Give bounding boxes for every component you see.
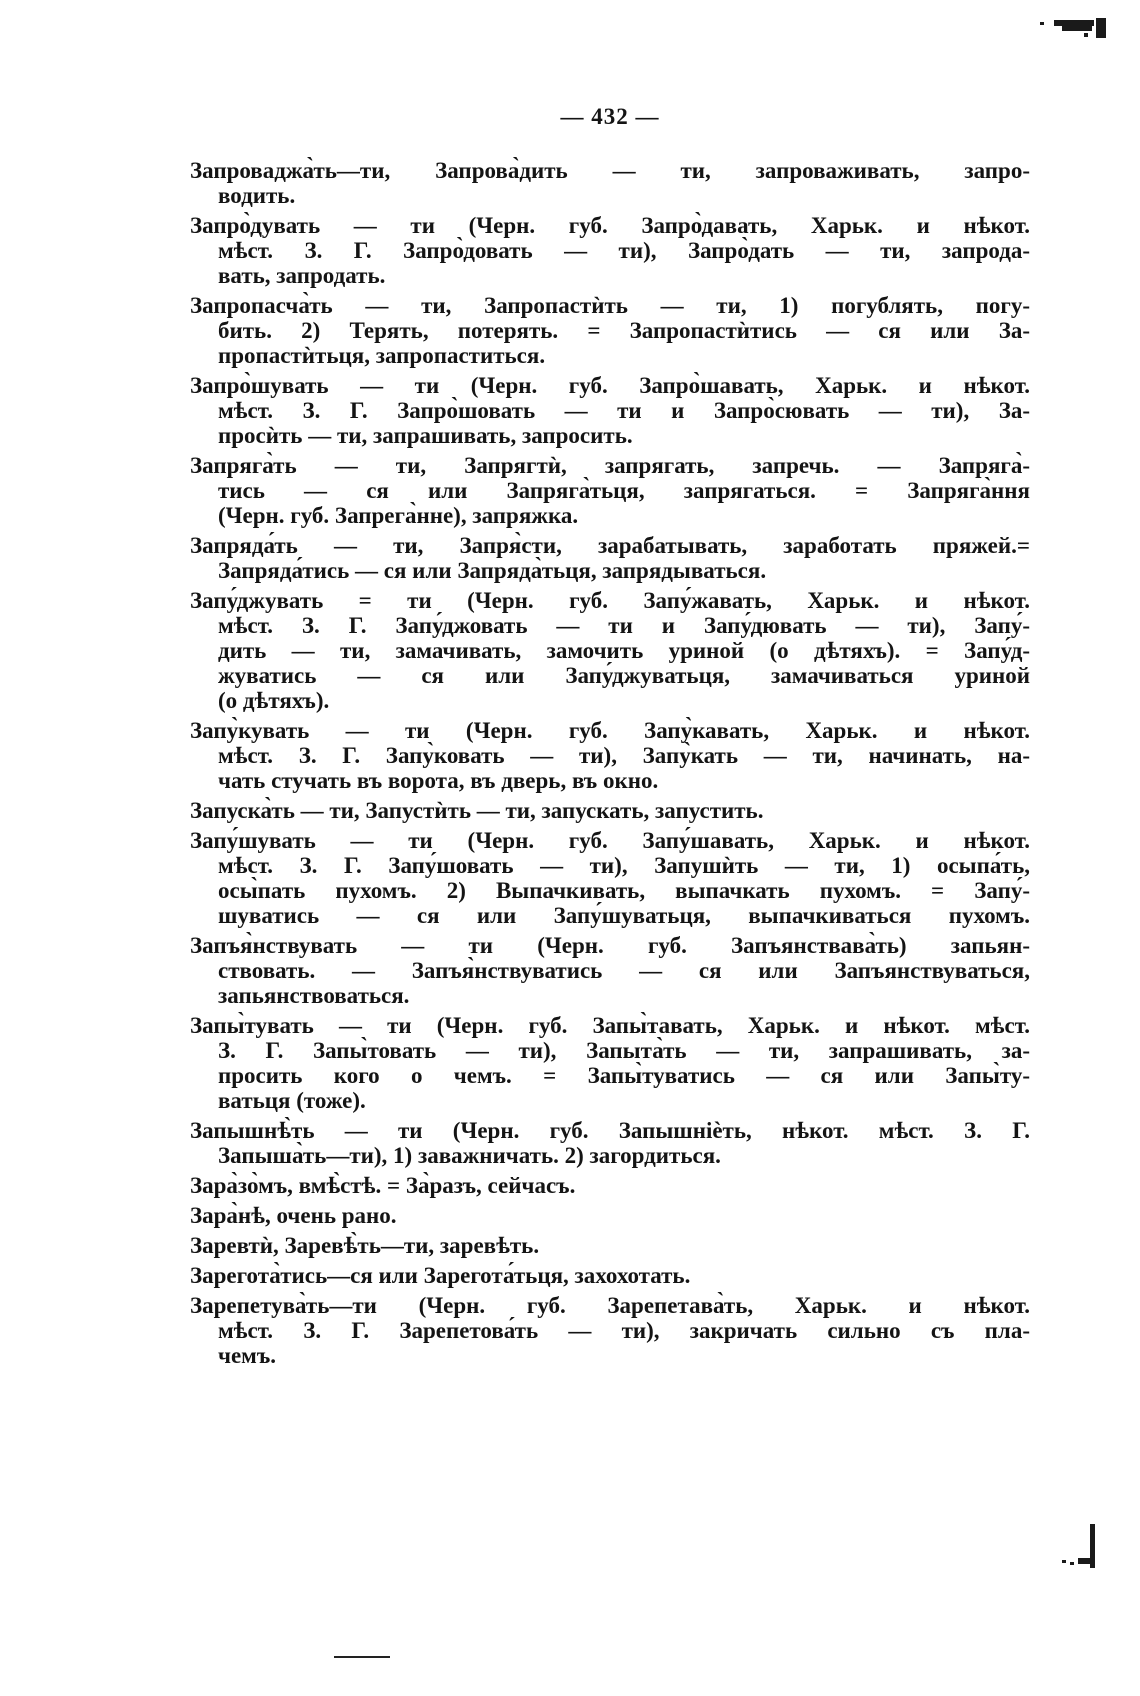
entry — [190, 1173, 1030, 1198]
entry-line: Запро̀шувать — ти (Черн. губ. Запро̀шавать, Харьк. и нѣкот. — [190, 373, 1030, 398]
scan-speck — [1040, 22, 1044, 25]
entry-line: просѝть — ти, запрашивать, запросить. — [218, 423, 633, 448]
scan-speck — [1062, 26, 1092, 31]
entry-line: Запряда́тись — ся или Запряда̀тьця, запрядываться. — [218, 558, 767, 583]
entry-line: Запышнѣ̀ть — ти (Черн. губ. Запышніѐть, нѣкот. мѣст. З. Г. — [190, 1118, 1030, 1143]
entry — [190, 1118, 1030, 1168]
entry-line: Запро̀дувать — ти (Черн. губ. Запро̀давать, Харьк. и нѣкот. — [190, 213, 1030, 238]
entry-line: Запу̀кувать — ти (Черн. губ. Запу̀кавать, Харьк. и нѣкот. — [190, 718, 1030, 743]
entry — [190, 213, 1030, 288]
entry — [190, 293, 1030, 368]
entry-line: Зара̀нѣ, очень рано. — [190, 1203, 397, 1228]
entry — [190, 828, 1030, 928]
entry-line: мѣст. З. Г. Запро̀довать — ти), Запро̀дать — ти, запрода- — [218, 238, 1030, 263]
entry-line: дить — ти, замачивать, замочить уриной (о дѣтяхъ). = Запу́д- — [218, 638, 1030, 663]
entry — [190, 1263, 1030, 1288]
entry-line: осы̀пать пухомъ. 2) Выпачкивать, выпачкать пухомъ. = Запу́- — [218, 878, 1030, 903]
entry-line: Запу́джувать = ти (Черн. губ. Запу́жавать, Харьк. и нѣкот. — [190, 588, 1030, 613]
entry — [190, 1233, 1030, 1258]
scan-speck — [1096, 18, 1106, 38]
entry-line: Запряда́ть — ти, Запря̀сти, зарабатывать, заработать пряжей.= — [190, 533, 1030, 558]
scan-speck — [1078, 1558, 1092, 1564]
entry-line: Запъя̀нствувать — ти (Черн. губ. Запъянствава̀ть) запьян- — [190, 933, 1030, 958]
entry-line: тись — ся или Запряга̀тьця, запрягаться. = Запряга̀ння — [218, 478, 1030, 503]
entry — [190, 158, 1030, 208]
entry-line: Запропасча̀ть — ти, Запропастѝть — ти, 1) погублять, погу- — [190, 293, 1030, 318]
entry-line: Запыша̀ть—ти), 1) заважничать. 2) загордиться. — [218, 1143, 721, 1168]
footer-rule — [334, 1656, 390, 1658]
entry-line: шуватись — ся или Запу́шуватьця, выпачкиваться пухомъ. — [218, 903, 1030, 928]
entry-line: жуватись — ся или Запу́джуватьця, замачиваться уриной — [218, 663, 1030, 688]
dictionary-entries — [190, 158, 1030, 1373]
entry — [190, 1203, 1030, 1228]
entry-line: Запы̀тувать — ти (Черн. губ. Запы̀тавать, Харьк. и нѣкот. мѣст. — [190, 1013, 1030, 1038]
entry — [190, 533, 1030, 583]
entry-line: бить. 2) Терять, потерять. = Запропастѝтись — ся или За- — [218, 318, 1030, 343]
scan-speck — [1062, 1560, 1066, 1563]
entry-line: мѣст. З. Г. Запро̀шовать — ти и Запро̀сювать — ти), За- — [218, 398, 1030, 423]
entry-line: Запуска̀ть — ти, Запустѝть — ти, запускать, запустить. — [190, 798, 764, 823]
entry-line: Запряга̀ть — ти, Запрягтѝ, запрягать, запречь. — Запряга̀- — [190, 453, 1030, 478]
entry-line: Заревтѝ, Заревѣ̀ть—ти, заревѣть. — [190, 1233, 540, 1258]
entry-line: Зарепетува̀ть—ти (Черн. губ. Зарепетава̀ть, Харьк. и нѣкот. — [190, 1293, 1030, 1318]
scan-mark — [1050, 1520, 1110, 1580]
entry-line: мѣст. З. Г. Запу́джовать — ти и Запу́дювать — ти), Запу́- — [218, 613, 1030, 638]
entry-line: ватьця (тоже). — [218, 1088, 366, 1113]
entry-line: мѣст. З. Г. Зарепетова́ть — ти), закричать сильно съ пла- — [218, 1318, 1030, 1343]
entry-line: вать, запродать. — [218, 263, 386, 288]
entry-line: водить. — [218, 183, 296, 208]
entry — [190, 1293, 1030, 1368]
entry — [190, 933, 1030, 1008]
entry — [190, 453, 1030, 528]
entry-line: Зарегота̀тись—ся или Зарегота́тьця, захохотать. — [190, 1263, 691, 1288]
scan-speck — [1084, 33, 1088, 37]
entry-line: Запроваджа̀ть—ти, Запрова̀дить — ти, запроваживать, запро- — [190, 158, 1030, 183]
page-number: — 432 — — [560, 104, 660, 129]
entry-line: (Черн. губ. Запрега̀нне), запряжка. — [218, 503, 579, 528]
scan-smudge — [1040, 16, 1108, 46]
entry — [190, 798, 1030, 823]
entry-line: мѣст. З. Г. Запу̀ковать — ти), Запу̀кать — ти, начинать, на- — [218, 743, 1030, 768]
entry-line: пропастѝтьця, запропаститься. — [218, 343, 546, 368]
entry-line: (о дѣтяхъ). — [218, 688, 330, 713]
entry — [190, 373, 1030, 448]
entry — [190, 588, 1030, 713]
scan-speck — [1070, 1562, 1074, 1565]
entry-line: просить кого о чемъ. = Запы̀туватись — ся или Запы̀ту- — [218, 1063, 1030, 1088]
entry — [190, 1013, 1030, 1113]
entry-line: запьянствоваться. — [218, 983, 410, 1008]
entry-line: Запу́шувать — ти (Черн. губ. Запу́шавать, Харьк. и нѣкот. — [190, 828, 1030, 853]
entry-line: мѣст. З. Г. Запу́шовать — ти), Запушѝть — ти, 1) осыпа́ть, — [218, 853, 1030, 878]
entry-line: чать стучать въ ворота, въ дверь, въ окно. — [218, 768, 659, 793]
entry-line: чемъ. — [218, 1343, 277, 1368]
entry-line: Зара̀зо̀мъ, вмѣ̀стѣ. = За̀разъ, сейчасъ. — [190, 1173, 576, 1198]
entry — [190, 718, 1030, 793]
entry-line: З. Г. Запы̀товать — ти), Запыта̀ть — ти, запрашивать, за- — [218, 1038, 1030, 1063]
entry-line: ствовать. — Запъя̀нствуватись — ся или Запъянствуваться, — [218, 958, 1030, 983]
